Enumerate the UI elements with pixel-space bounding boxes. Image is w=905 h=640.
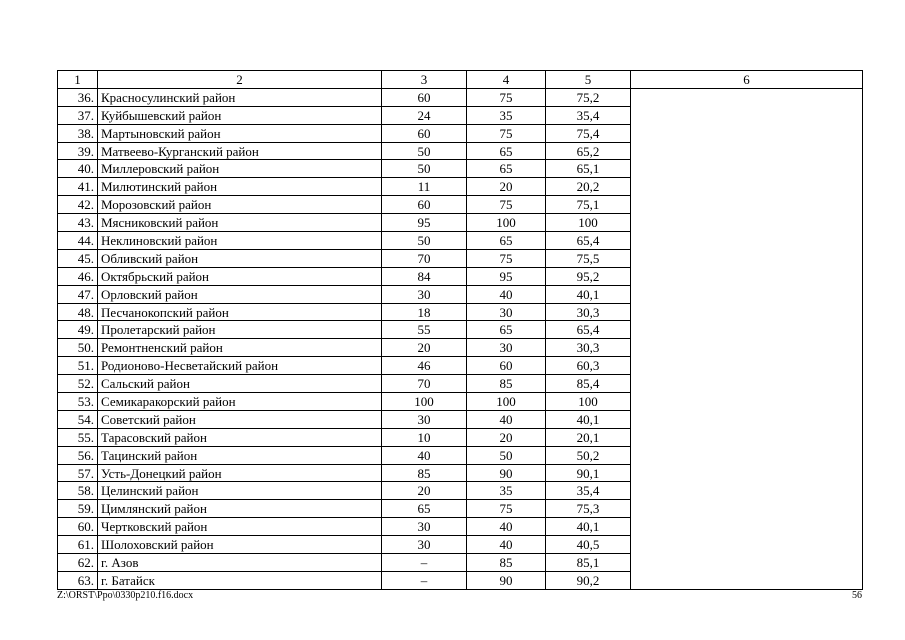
- district-name: Тарасовский район: [98, 428, 382, 446]
- page-footer: [57, 590, 862, 601]
- row-number: 60.: [58, 518, 98, 536]
- district-name: Мартыновский район: [98, 124, 382, 142]
- value-col3: 65: [382, 500, 467, 518]
- value-col5: 50,2: [546, 446, 631, 464]
- value-col4: 75: [467, 88, 546, 106]
- value-col5: 75,4: [546, 124, 631, 142]
- district-name: Шолоховский район: [98, 536, 382, 554]
- value-col4: 75: [467, 196, 546, 214]
- value-col4: 30: [467, 303, 546, 321]
- value-col4: 100: [467, 393, 546, 411]
- district-name: Ремонтненский район: [98, 339, 382, 357]
- value-col5: 40,1: [546, 410, 631, 428]
- value-col3: 50: [382, 142, 467, 160]
- value-col3: –: [382, 554, 467, 572]
- district-name: Орловский район: [98, 285, 382, 303]
- district-name: Цимлянский район: [98, 500, 382, 518]
- value-col5: 100: [546, 393, 631, 411]
- row-number: 53.: [58, 393, 98, 411]
- header-cell-3: 3: [382, 71, 467, 89]
- value-col5: 65,1: [546, 160, 631, 178]
- row-number: 48.: [58, 303, 98, 321]
- district-name: Мясниковский район: [98, 214, 382, 232]
- district-name: Целинский район: [98, 482, 382, 500]
- district-name: г. Азов: [98, 554, 382, 572]
- row-number: 45.: [58, 249, 98, 267]
- value-col5: 35,4: [546, 482, 631, 500]
- value-col3: 85: [382, 464, 467, 482]
- district-name: Миллеровский район: [98, 160, 382, 178]
- header-cell-6: 6: [631, 71, 863, 89]
- district-name: Милютинский район: [98, 178, 382, 196]
- value-col3: 60: [382, 88, 467, 106]
- value-col4: 65: [467, 232, 546, 250]
- district-name: Семикаракорский район: [98, 393, 382, 411]
- value-col5: 95,2: [546, 267, 631, 285]
- value-col3: 18: [382, 303, 467, 321]
- value-col4: 95: [467, 267, 546, 285]
- value-col4: 40: [467, 285, 546, 303]
- value-col5: 35,4: [546, 106, 631, 124]
- value-col3: 11: [382, 178, 467, 196]
- value-col4: 65: [467, 160, 546, 178]
- district-name: Песчанокопский район: [98, 303, 382, 321]
- value-col3: 60: [382, 196, 467, 214]
- value-col4: 75: [467, 124, 546, 142]
- value-col3: 50: [382, 160, 467, 178]
- district-name: Тацинский район: [98, 446, 382, 464]
- row-number: 61.: [58, 536, 98, 554]
- value-col5: 75,5: [546, 249, 631, 267]
- row-number: 39.: [58, 142, 98, 160]
- row-number: 59.: [58, 500, 98, 518]
- district-name: Октябрьский район: [98, 267, 382, 285]
- value-col4: 75: [467, 500, 546, 518]
- value-col5: 60,3: [546, 357, 631, 375]
- row-number: 43.: [58, 214, 98, 232]
- table-body: [58, 71, 863, 590]
- header-cell-5: 5: [546, 71, 631, 89]
- value-col4: 65: [467, 142, 546, 160]
- district-name: Куйбышевский район: [98, 106, 382, 124]
- value-col4: 60: [467, 357, 546, 375]
- file-path: Z:\ORST\Ppo\0330p210.f16.docx: [57, 590, 194, 601]
- district-name: Советский район: [98, 410, 382, 428]
- value-col4: 85: [467, 554, 546, 572]
- row-number: 50.: [58, 339, 98, 357]
- district-name: Усть-Донецкий район: [98, 464, 382, 482]
- value-col4: 100: [467, 214, 546, 232]
- value-col3: 20: [382, 482, 467, 500]
- value-col5: 85,4: [546, 375, 631, 393]
- value-col4: 85: [467, 375, 546, 393]
- value-col3: 40: [382, 446, 467, 464]
- value-col5: 40,1: [546, 285, 631, 303]
- row-number: 62.: [58, 554, 98, 572]
- value-col3: 30: [382, 410, 467, 428]
- value-col5: 75,1: [546, 196, 631, 214]
- value-col3: 30: [382, 285, 467, 303]
- row-number: 36.: [58, 88, 98, 106]
- value-col3: 30: [382, 518, 467, 536]
- district-name: Обливский район: [98, 249, 382, 267]
- row-number: 44.: [58, 232, 98, 250]
- value-col4: 20: [467, 428, 546, 446]
- district-name: Родионово-Несветайский район: [98, 357, 382, 375]
- value-col5: 40,5: [546, 536, 631, 554]
- value-col3: 50: [382, 232, 467, 250]
- row-number: 58.: [58, 482, 98, 500]
- value-col4: 50: [467, 446, 546, 464]
- district-name: Неклиновский район: [98, 232, 382, 250]
- value-col3: 55: [382, 321, 467, 339]
- value-col5: 30,3: [546, 339, 631, 357]
- value-col5: 65,4: [546, 232, 631, 250]
- value-col3: 100: [382, 393, 467, 411]
- value-col4: 65: [467, 321, 546, 339]
- row-number: 49.: [58, 321, 98, 339]
- value-col5: 75,2: [546, 88, 631, 106]
- value-col5: 90,1: [546, 464, 631, 482]
- value-col5: 40,1: [546, 518, 631, 536]
- header-cell-2: 2: [98, 71, 382, 89]
- column-6-cell: [631, 88, 863, 589]
- value-col4: 35: [467, 106, 546, 124]
- district-name: Матвеево-Курганский район: [98, 142, 382, 160]
- value-col4: 35: [467, 482, 546, 500]
- district-name: Сальский район: [98, 375, 382, 393]
- value-col5: 30,3: [546, 303, 631, 321]
- value-col3: 10: [382, 428, 467, 446]
- value-col5: 90,2: [546, 571, 631, 589]
- row-number: 55.: [58, 428, 98, 446]
- value-col3: 20: [382, 339, 467, 357]
- value-col4: 20: [467, 178, 546, 196]
- value-col3: 70: [382, 249, 467, 267]
- value-col4: 40: [467, 536, 546, 554]
- row-number: 37.: [58, 106, 98, 124]
- row-number: 40.: [58, 160, 98, 178]
- district-name: г. Батайск: [98, 571, 382, 589]
- district-name: Красносулинский район: [98, 88, 382, 106]
- row-number: 47.: [58, 285, 98, 303]
- value-col5: 65,4: [546, 321, 631, 339]
- row-number: 38.: [58, 124, 98, 142]
- value-col5: 20,1: [546, 428, 631, 446]
- value-col3: 95: [382, 214, 467, 232]
- row-number: 46.: [58, 267, 98, 285]
- district-name: Чертковский район: [98, 518, 382, 536]
- value-col4: 40: [467, 518, 546, 536]
- row-number: 57.: [58, 464, 98, 482]
- table-header-row: [58, 71, 863, 89]
- value-col4: 90: [467, 571, 546, 589]
- data-table: [57, 70, 863, 590]
- row-number: 54.: [58, 410, 98, 428]
- row-number: 63.: [58, 571, 98, 589]
- header-cell-1: 1: [58, 71, 98, 89]
- value-col4: 75: [467, 249, 546, 267]
- district-name: Пролетарский район: [98, 321, 382, 339]
- page-number: 56: [852, 590, 862, 601]
- value-col3: 60: [382, 124, 467, 142]
- value-col3: 30: [382, 536, 467, 554]
- value-col5: 75,3: [546, 500, 631, 518]
- header-cell-4: 4: [467, 71, 546, 89]
- value-col3: 46: [382, 357, 467, 375]
- value-col5: 65,2: [546, 142, 631, 160]
- value-col5: 20,2: [546, 178, 631, 196]
- value-col5: 100: [546, 214, 631, 232]
- row-number: 51.: [58, 357, 98, 375]
- value-col3: –: [382, 571, 467, 589]
- row-number: 52.: [58, 375, 98, 393]
- value-col4: 40: [467, 410, 546, 428]
- value-col3: 84: [382, 267, 467, 285]
- value-col3: 70: [382, 375, 467, 393]
- row-number: 56.: [58, 446, 98, 464]
- district-name: Морозовский район: [98, 196, 382, 214]
- value-col5: 85,1: [546, 554, 631, 572]
- row-number: 42.: [58, 196, 98, 214]
- row-number: 41.: [58, 178, 98, 196]
- value-col4: 90: [467, 464, 546, 482]
- value-col4: 30: [467, 339, 546, 357]
- table-row: [58, 88, 863, 106]
- value-col3: 24: [382, 106, 467, 124]
